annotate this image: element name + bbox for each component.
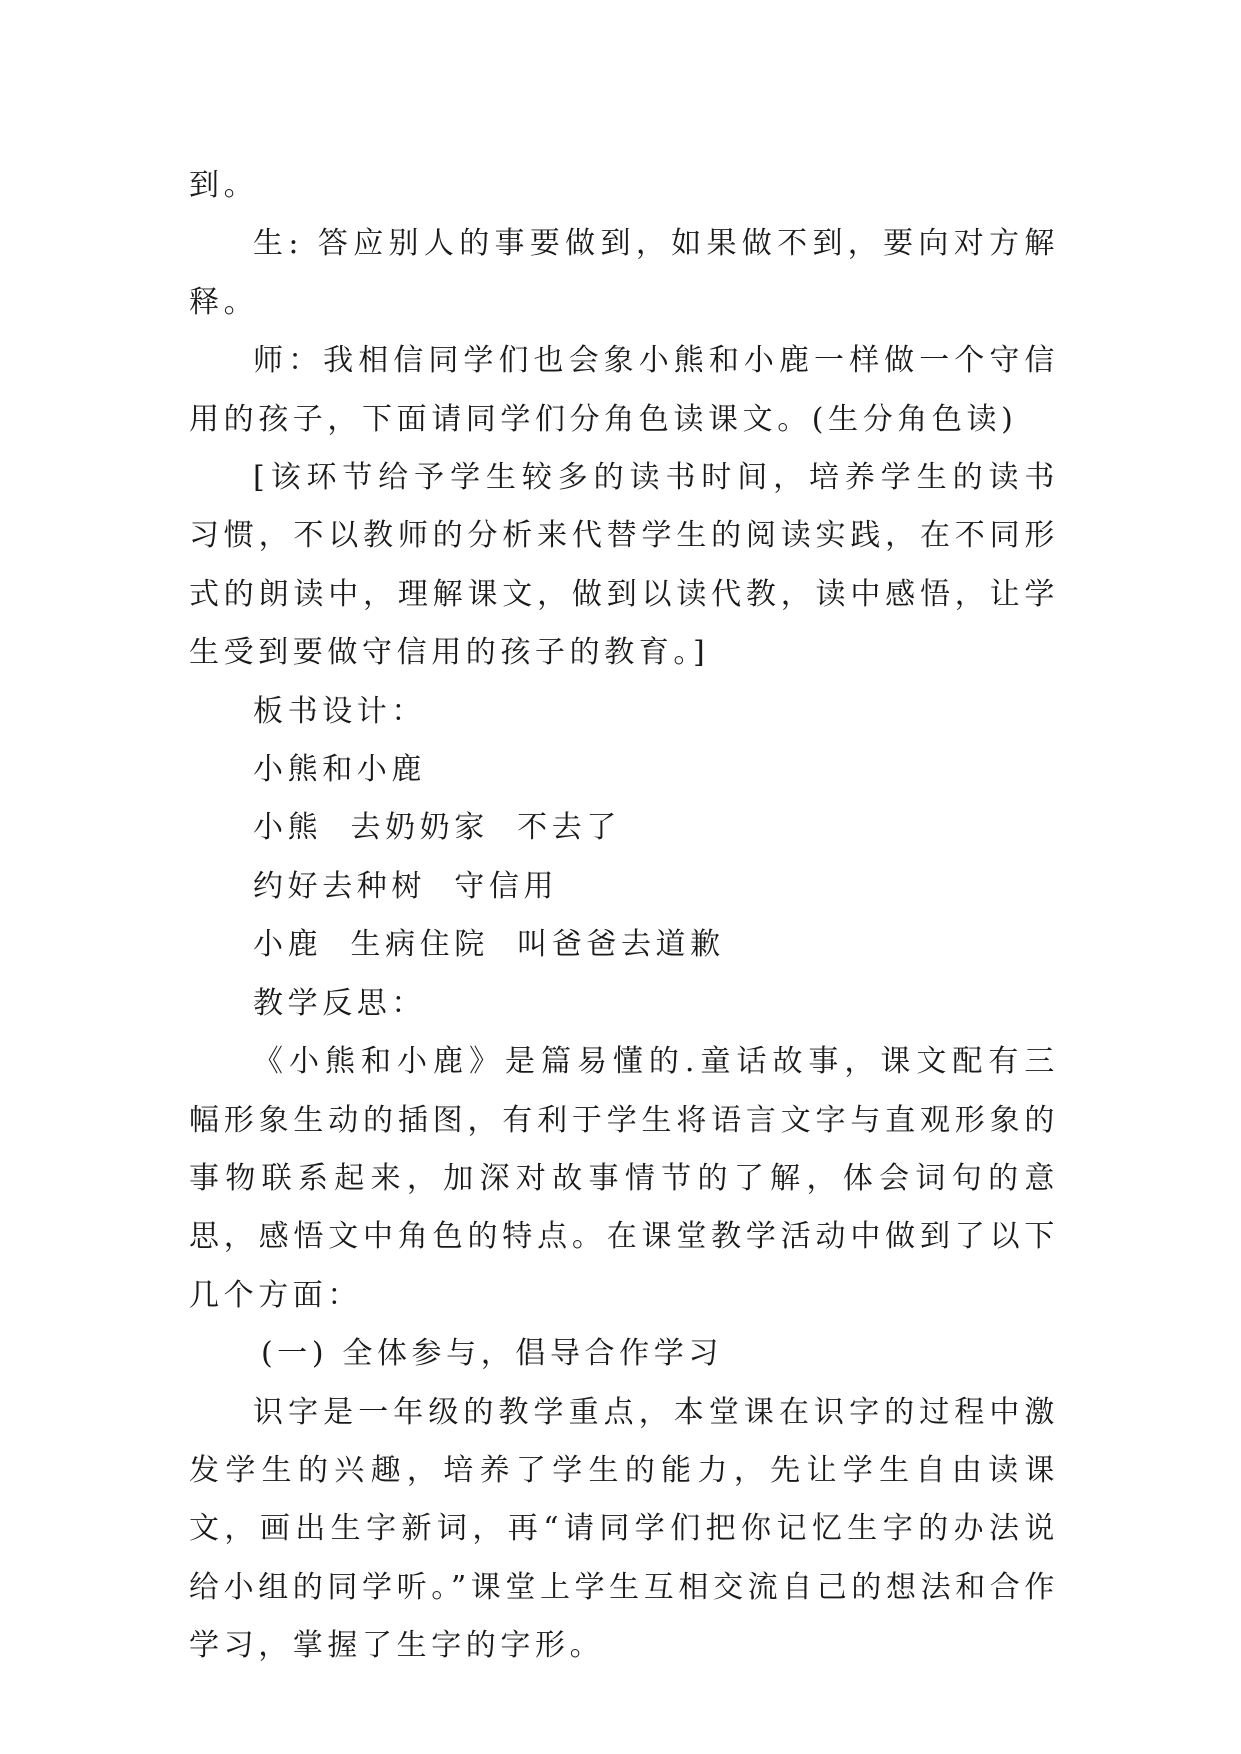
section-heading-participation: (一) 全体参与，倡导合作学习	[261, 1336, 723, 1372]
blackboard-line-bear: 小熊 去奶奶家 不去了	[253, 810, 621, 846]
paragraph-commentary: [该环节给予学生较多的读书时间，培养学生的读书习惯，不以教师的分析来代替学生的阅读实践，在不同形式的朗读中，理解课文，做到以读代教，读中感悟，让学生受到要做守信用的孩子的教育。]	[189, 460, 1059, 671]
reflection-heading: 教学反思：	[253, 985, 426, 1021]
paragraph-teacher-remark: 师：我相信同学们也会象小熊和小鹿一样做一个守信用的孩子，下面请同学们分角色读课文。(生分角色读)	[189, 343, 1059, 437]
document-body	[189, 157, 1059, 1676]
blackboard-line-deer: 小鹿 生病住院 叫爸爸去道歉	[253, 927, 725, 963]
blackboard-title: 小熊和小鹿	[253, 752, 426, 788]
blackboard-line-promise: 约好去种树 守信用	[253, 868, 559, 904]
reflection-literacy: 识字是一年级的教学重点，本堂课在识字的过程中激发学生的兴趣，培养了学生的能力，先让学生自由读课文，画出生字新词，再“请同学们把你记忆生字的办法说给小组的同学听。”课堂上学生互相交流自己的想法和合作学习，掌握了生字的字形。	[189, 1394, 1059, 1664]
paragraph-student-answer: 生: 答应别人的事要做到，如果做不到，要向对方解释。	[189, 226, 1059, 320]
blackboard-heading: 板书设计：	[253, 693, 426, 729]
reflection-intro: 《小熊和小鹿》是篇易懂的.童话故事，课文配有三幅形象生动的插图，有利于学生将语言文字与直观形象的事物联系起来，加深对故事情节的了解，体会词句的意思，感悟文中角色的特点。在课堂教学活动中做到了以下几个方面：	[189, 1044, 1059, 1313]
paragraph-continuation: 到。	[189, 168, 259, 203]
